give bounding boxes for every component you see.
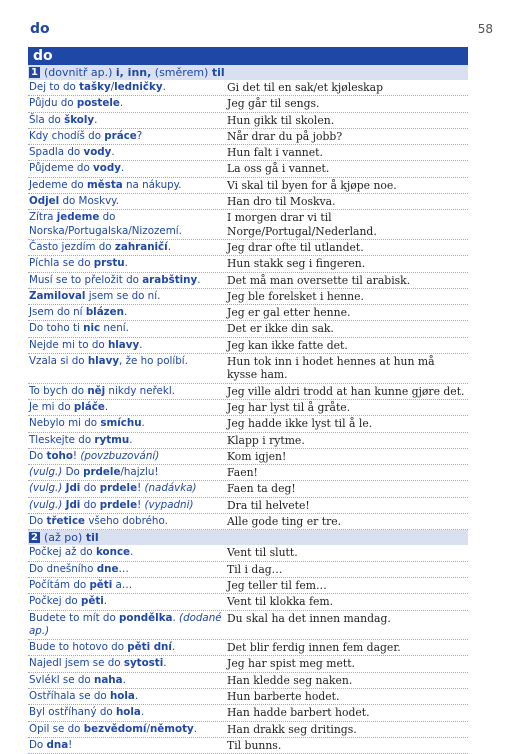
norwegian-translation: Klapp i rytme. (227, 433, 305, 447)
czech-example: Počítám do pěti a… (29, 578, 133, 591)
czech-example: Nebylo mi do smíchu. (29, 417, 145, 430)
czech-example: Jedeme do města na nákupy. (29, 178, 182, 191)
entry-title-bar: do (28, 47, 468, 65)
norwegian-translation: Det blir ferdig innen fem dager. (227, 641, 401, 655)
example-row (28, 656, 468, 672)
example-row (28, 705, 468, 721)
norwegian-translation: Jeg har spist meg mett. (227, 657, 355, 671)
example-row (28, 738, 468, 754)
czech-example: (vulg.) Do prdele/hajzlu! (29, 466, 159, 479)
czech-example: Půjdeme do vody. (29, 162, 125, 175)
norwegian-translation: Jeg går til sengs. (227, 97, 320, 111)
running-headword: do (30, 21, 50, 37)
czech-example: Je mi do pláče. (29, 400, 109, 413)
norwegian-translation: Han dro til Moskva. (227, 195, 336, 209)
example-row (28, 384, 468, 400)
norwegian-translation: Han hadde barbert hodet. (227, 706, 370, 720)
norwegian-translation: Jeg ville aldri trodd at han kunne gjøre det. (227, 384, 465, 398)
example-row (28, 305, 468, 321)
sense-list (28, 65, 468, 754)
czech-example: Bude to hotovo do pěti dní. (29, 641, 176, 654)
example-row (28, 289, 468, 305)
sense-label: (dovnitř ap.) i, inn, (směrem) til (44, 66, 225, 79)
example-row (28, 640, 468, 656)
norwegian-translation: Jeg teller til fem… (227, 578, 327, 592)
norwegian-translation: Faen! (227, 466, 258, 480)
czech-example: Jsem do ní blázen. (29, 306, 128, 319)
example-row (28, 465, 468, 481)
czech-example: Kdy chodíš do práce? (29, 129, 143, 142)
example-row (28, 210, 468, 240)
example-row (28, 354, 468, 384)
czech-example: (vulg.) Jdi do prdele! (vypadni) (29, 498, 194, 511)
norwegian-translation: Han kledde seg naken. (227, 673, 353, 687)
norwegian-translation: La oss gå i vannet. (227, 162, 330, 176)
example-row (28, 240, 468, 256)
example-row (28, 338, 468, 354)
czech-example: Píchla se do prstu. (29, 257, 128, 270)
example-row (28, 545, 468, 561)
page-header (30, 21, 493, 41)
norwegian-translation: Du skal ha det innen mandag. (227, 611, 391, 625)
example-row (28, 594, 468, 610)
example-row (28, 433, 468, 449)
czech-example: Byl ostříhaný do hola. (29, 706, 145, 719)
czech-example: (vulg.) Jdi do prdele! (nadávka) (29, 482, 197, 495)
norwegian-translation: Jeg hadde ikke lyst til å le. (227, 417, 373, 431)
czech-example: Svlékl se do naha. (29, 673, 126, 686)
norwegian-translation: Jeg har lyst til å gråte. (227, 400, 351, 414)
dictionary-entry (28, 47, 468, 754)
norwegian-translation: Til i dag… (227, 562, 283, 576)
norwegian-translation: Hun falt i vannet. (227, 146, 323, 160)
norwegian-translation: Vi skal til byen for å kjøpe noe. (227, 178, 397, 192)
norwegian-translation: Hun barberte hodet. (227, 689, 340, 703)
czech-example: Počkej do pěti. (29, 595, 108, 608)
czech-example: Ostříhala se do hola. (29, 689, 139, 702)
example-row (28, 722, 468, 738)
example-row (28, 673, 468, 689)
example-row (28, 96, 468, 112)
czech-example: Do toho ti nic není. (29, 322, 129, 335)
czech-example: Zamiloval jsem se do ní. (29, 289, 161, 302)
example-row (28, 498, 468, 514)
example-row (28, 321, 468, 337)
czech-example: Musí se to přeložit do arabštiny. (29, 273, 201, 286)
sense-number-badge: 2 (29, 532, 40, 543)
norwegian-translation: Kom igjen! (227, 449, 287, 463)
norwegian-translation: Vent til slutt. (227, 546, 298, 560)
czech-example: Zítra jedeme do Norska/Portugalska/Nizozemí. (29, 211, 182, 237)
page-number: 58 (477, 22, 493, 36)
example-row (28, 256, 468, 272)
example-row (28, 562, 468, 578)
czech-example: Šla do školy. (29, 113, 98, 126)
norwegian-translation: Jeg drar ofte til utlandet. (227, 240, 364, 254)
example-row (28, 145, 468, 161)
norwegian-translation: Jeg ble forelsket i henne. (227, 289, 364, 303)
example-row (28, 578, 468, 594)
example-row (28, 611, 468, 641)
example-row (28, 178, 468, 194)
czech-example: Spadla do vody. (29, 146, 115, 159)
norwegian-translation: Til bunns. (227, 738, 282, 752)
czech-example: Tleskejte do rytmu. (29, 433, 133, 446)
norwegian-translation: I morgen drar vi til Norge/Portugal/Nederland. (227, 211, 377, 238)
norwegian-translation: Når drar du på jobb? (227, 129, 343, 143)
example-row (28, 689, 468, 705)
norwegian-translation: Jeg kan ikke fatte det. (227, 338, 348, 352)
norwegian-translation: Faen ta deg! (227, 482, 296, 496)
czech-example: Dej to do tašky/ledničky. (29, 81, 166, 93)
norwegian-translation: Det må man oversette til arabisk. (227, 273, 411, 287)
example-row (28, 113, 468, 129)
example-row (28, 273, 468, 289)
norwegian-translation: Alle gode ting er tre. (227, 515, 342, 529)
norwegian-translation: Hun stakk seg i fingeren. (227, 257, 366, 271)
norwegian-translation: Han drakk seg dritings. (227, 722, 357, 736)
example-row (28, 400, 468, 416)
example-row (28, 129, 468, 145)
czech-example: Počkej až do konce. (29, 546, 134, 559)
example-row (28, 194, 468, 210)
example-row (28, 449, 468, 465)
czech-example: Najedl jsem se do sytosti. (29, 657, 167, 670)
sense-label: (až po) til (44, 531, 99, 545)
czech-example: Do třetice všeho dobrého. (29, 515, 168, 528)
example-row (28, 514, 468, 530)
norwegian-translation: Det er ikke din sak. (227, 322, 334, 336)
norwegian-translation: Gi det til en sak/et kjøleskap (227, 81, 384, 94)
czech-example: Nejde mi to do hlavy. (29, 338, 143, 351)
sense-header (28, 65, 468, 80)
czech-example: Často jezdím do zahraničí. (29, 240, 171, 253)
czech-example: To bych do něj nikdy neřekl. (29, 384, 175, 397)
norwegian-translation: Hun tok inn i hodet hennes at hun må kysse ham. (227, 355, 435, 382)
czech-example: Půjdu do postele. (29, 97, 124, 110)
czech-example: Do toho! (povzbuzování) (29, 449, 160, 462)
norwegian-translation: Dra til helvete! (227, 498, 310, 512)
sense-header (28, 530, 468, 545)
example-row (28, 416, 468, 432)
norwegian-translation: Jeg er gal etter henne. (227, 306, 351, 320)
example-row (28, 161, 468, 177)
czech-example: Do dnešního dne… (29, 562, 129, 575)
example-row (28, 80, 468, 96)
example-row (28, 481, 468, 497)
czech-example: Do dna! (29, 738, 73, 751)
czech-example: Opil se do bezvědomí/němoty. (29, 722, 197, 735)
sense-number-badge: 1 (29, 67, 40, 78)
czech-example: Vzala si do hlavy, že ho políbí. (29, 355, 188, 368)
czech-example: Budete to mít do pondělka. (dodané ap.) (29, 611, 222, 637)
norwegian-translation: Vent til klokka fem. (227, 595, 334, 609)
czech-example: Odjel do Moskvy. (29, 195, 120, 208)
norwegian-translation: Hun gikk til skolen. (227, 113, 335, 127)
